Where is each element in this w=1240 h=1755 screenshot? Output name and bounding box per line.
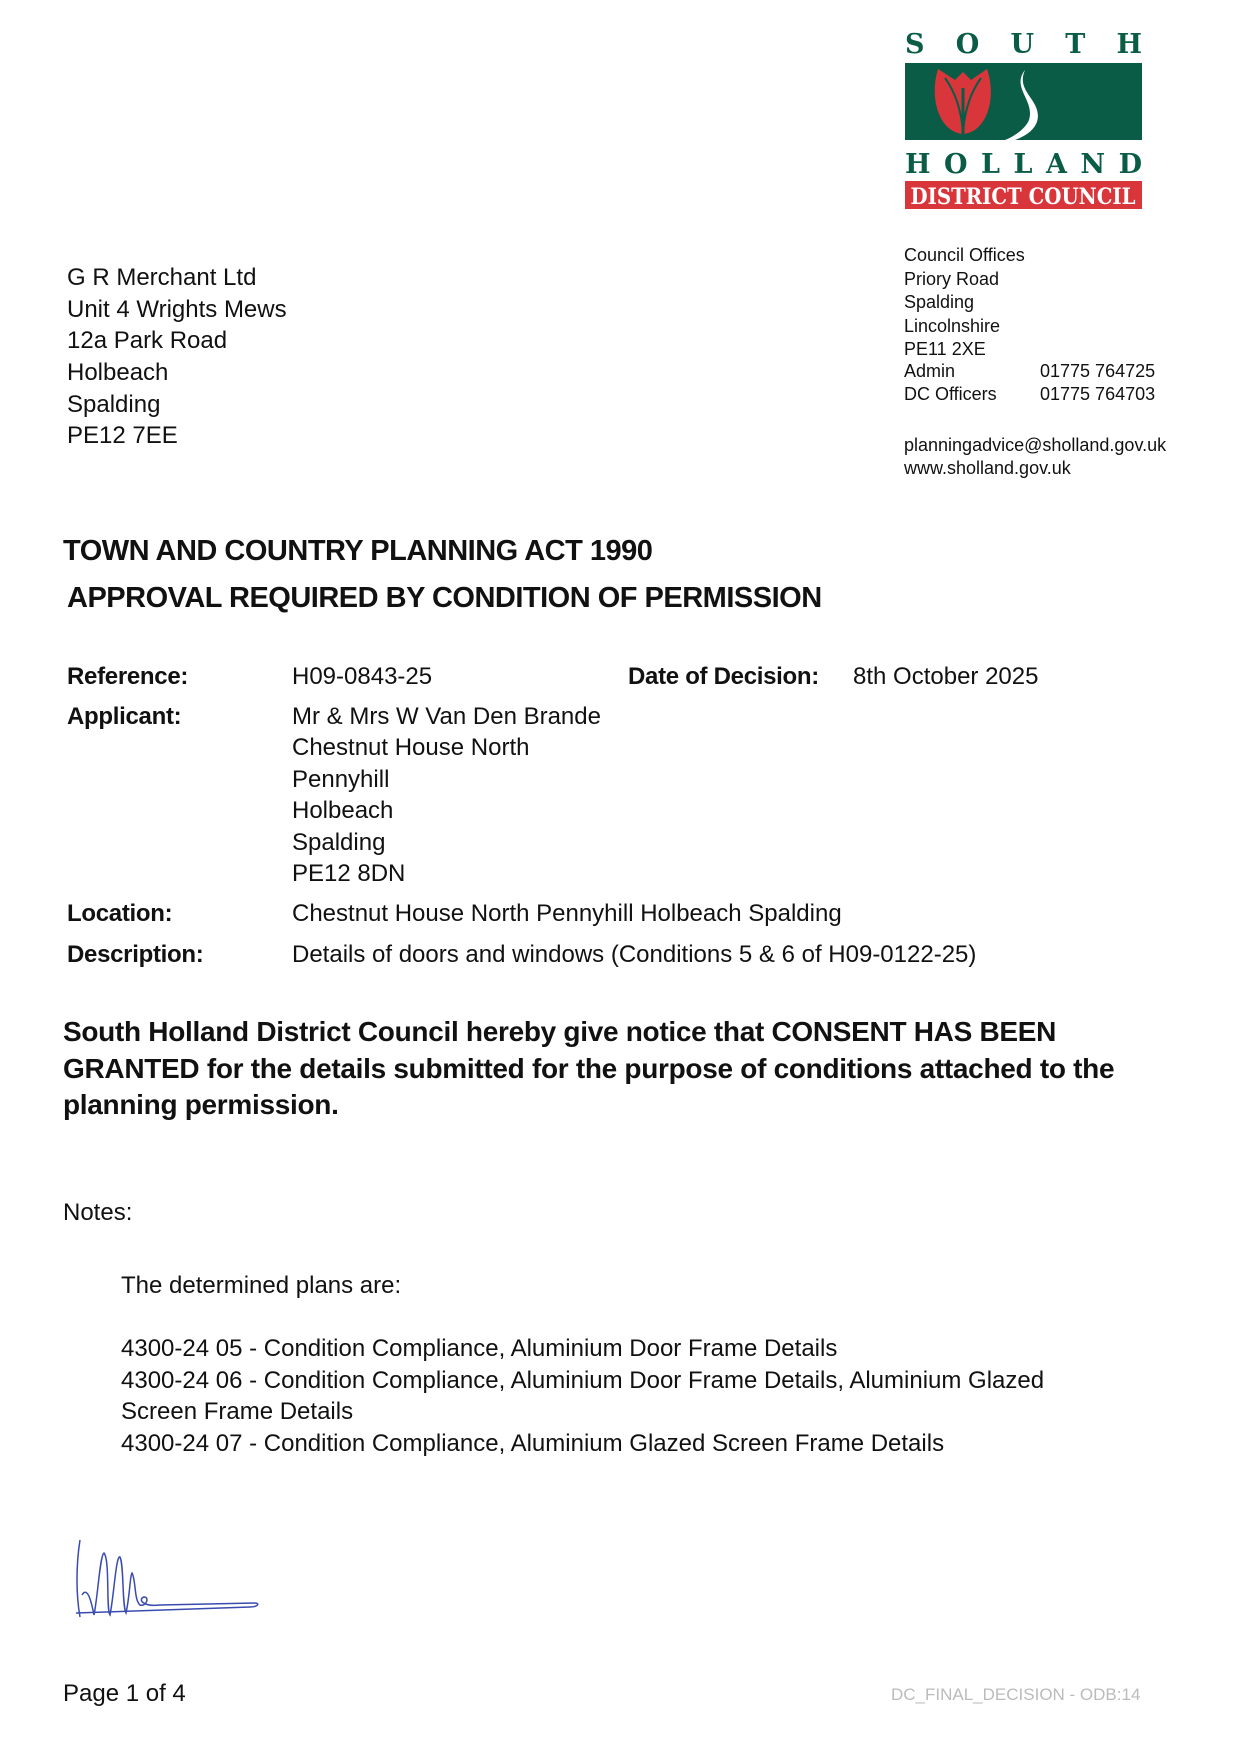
- applicant-label: Applicant:: [67, 703, 182, 730]
- applicant-line: PE12 8DN: [292, 860, 406, 887]
- applicant-line: Mr & Mrs W Van Den Brande: [292, 703, 601, 730]
- applicant-line: Holbeach: [292, 797, 394, 824]
- description-value: Details of doors and windows (Conditions 5 & 6 of H09-0122-25): [292, 941, 977, 968]
- approval-heading: APPROVAL REQUIRED BY CONDITION OF PERMISSION: [67, 582, 822, 614]
- plan-item: 4300-24 06 - Condition Compliance, Aluminium Door Frame Details, Aluminium Glazed: [121, 1367, 1045, 1394]
- plans-intro: The determined plans are:: [121, 1272, 402, 1299]
- address-line: Unit 4 Wrights Mews: [67, 296, 287, 323]
- location-label: Location:: [67, 900, 173, 927]
- applicant-line: Spalding: [292, 829, 386, 856]
- date-label: Date of Decision:: [628, 663, 819, 690]
- dc-officers-phone: 01775 764703: [1040, 384, 1156, 404]
- description-label: Description:: [67, 941, 204, 968]
- reference-label: Reference:: [67, 663, 189, 690]
- south-holland-logo: [905, 28, 1142, 210]
- svg-text:SOUTH: SOUTH: [905, 29, 1142, 60]
- page-number: Page 1 of 4: [63, 1680, 186, 1707]
- dc-officers-label: DC Officers: [904, 384, 997, 404]
- email-link[interactable]: planningadvice@sholland.gov.uk: [904, 435, 1167, 455]
- plan-item: Screen Frame Details: [121, 1398, 354, 1425]
- applicant-line: Chestnut House North: [292, 734, 530, 761]
- location-value: Chestnut House North Pennyhill Holbeach Spalding: [292, 900, 842, 927]
- council-address-line: Lincolnshire: [904, 316, 1001, 336]
- act-heading: TOWN AND COUNTRY PLANNING ACT 1990: [63, 535, 653, 567]
- document-code: DC_FINAL_DECISION - ODB:14: [891, 1685, 1141, 1704]
- address-line: 12a Park Road: [67, 327, 228, 354]
- notes-label: Notes:: [63, 1199, 133, 1226]
- plan-item: 4300-24 05 - Condition Compliance, Aluminium Door Frame Details: [121, 1335, 838, 1362]
- consent-notice: South Holland District Council hereby give notice that CONSENT HAS BEEN GRANTED for the details submitted for the purpose of conditions attached to the planning permission.: [63, 1016, 1115, 1120]
- address-line: G R Merchant Ltd: [67, 264, 257, 291]
- address-line: Holbeach: [67, 359, 169, 386]
- admin-label: Admin: [904, 361, 956, 381]
- date-value: 8th October 2025: [853, 663, 1039, 690]
- council-address-line: Priory Road: [904, 269, 1000, 289]
- address-line: PE12 7EE: [67, 422, 178, 449]
- svg-text:DISTRICT COUNCIL: DISTRICT COUNCIL: [910, 184, 1136, 210]
- address-line: Spalding: [67, 391, 161, 418]
- council-address-line: Council Offices: [904, 245, 1025, 265]
- plan-item: 4300-24 07 - Condition Compliance, Aluminium Glazed Screen Frame Details: [121, 1430, 945, 1457]
- admin-phone: 01775 764725: [1040, 361, 1156, 381]
- svg-text:HOLLAND: HOLLAND: [905, 149, 1142, 180]
- signature: [70, 1535, 265, 1630]
- reference-value: H09-0843-25: [292, 663, 433, 690]
- council-address-line: Spalding: [904, 292, 975, 312]
- council-address-line: PE11 2XE: [904, 339, 986, 359]
- website-link[interactable]: www.sholland.gov.uk: [904, 458, 1071, 478]
- applicant-line: Pennyhill: [292, 766, 390, 793]
